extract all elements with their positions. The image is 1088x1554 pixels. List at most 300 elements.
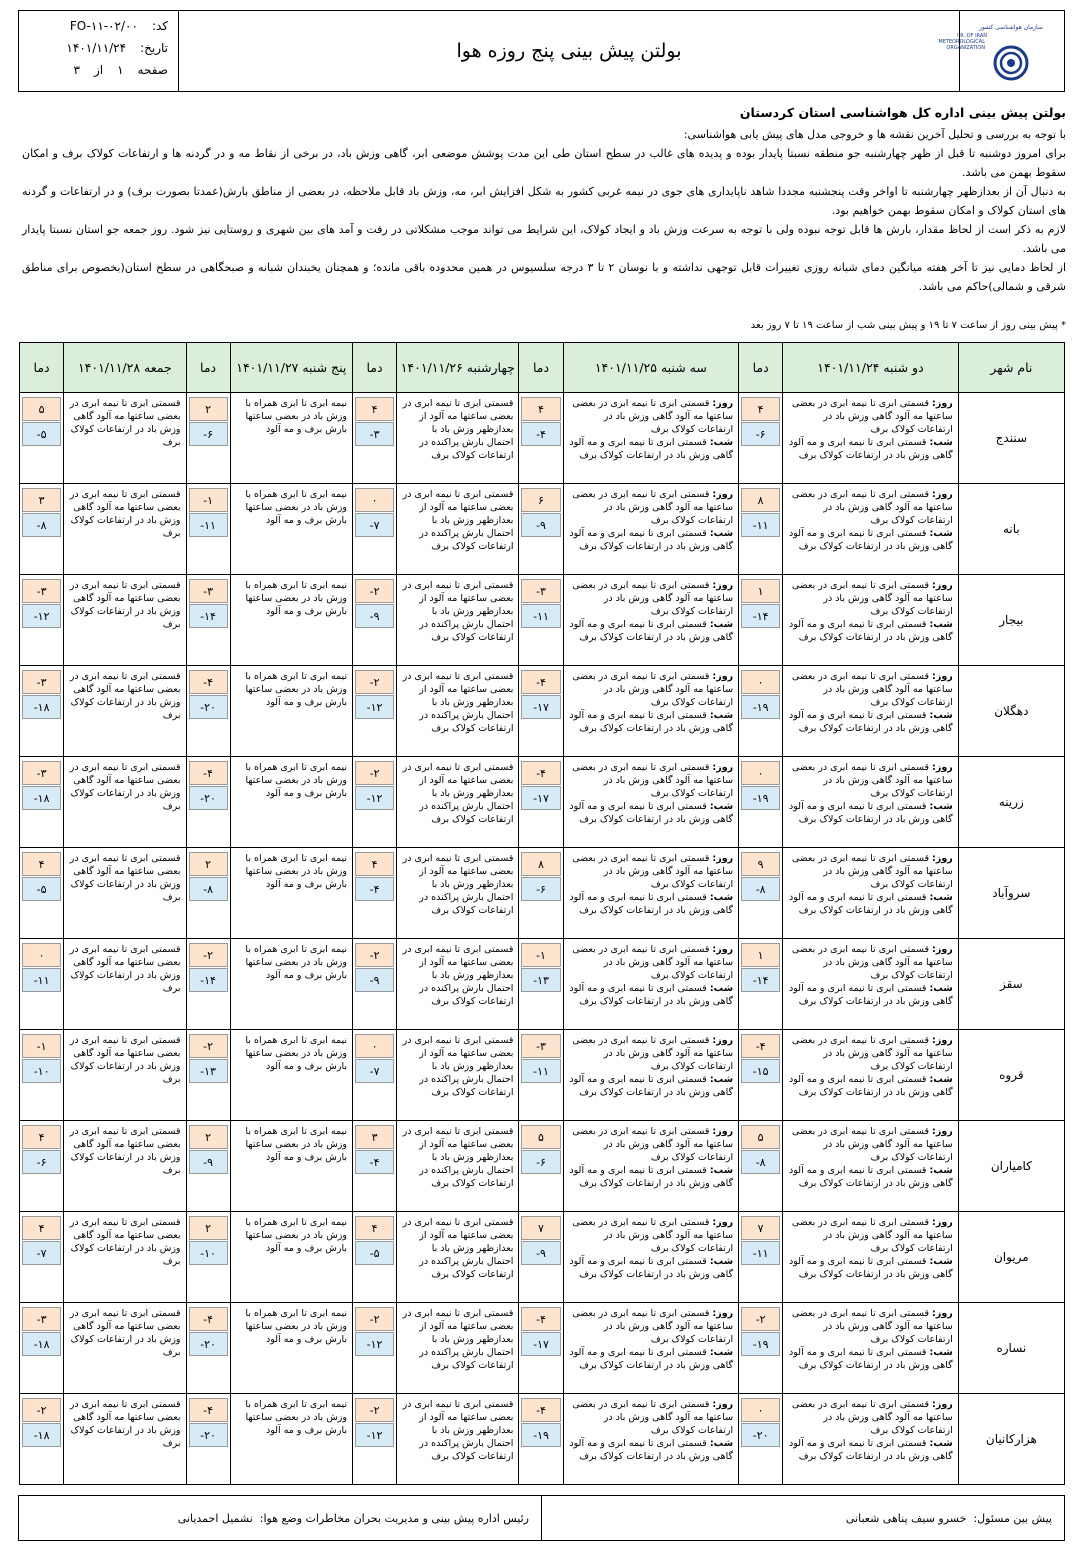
min-temp: -۱۷ — [521, 1332, 560, 1356]
page-of: از — [93, 63, 104, 77]
temperature-cell — [519, 393, 563, 484]
night-forecast — [569, 1437, 734, 1463]
day-label: روز: — [712, 1217, 734, 1228]
temperature-cell — [352, 757, 396, 848]
night-text: قسمتی ابری تا نیمه ابری و مه آلود گاهی وزش باد در ارتفاعات کولاک برف — [569, 983, 734, 1007]
page-label: صفحه — [137, 63, 168, 77]
max-temp: ۵ — [22, 397, 61, 421]
night-label: شب: — [709, 528, 734, 539]
forecaster-block — [541, 1496, 1064, 1540]
forecast-text: قسمتی ابری تا نیمه ابری در بعضی ساعتها مه آلود از بعدازظهر وزش باد با احتمال بارش پراکنده در ارتفاعات کولاک برف — [402, 1035, 514, 1098]
table-row — [20, 1121, 1065, 1212]
max-temp: -۴ — [189, 1398, 228, 1422]
day-text: قسمتی ابری تا نیمه ابری در بعضی ساعتها مه آلود گاهی وزش باد در ارتفاعات کولاک برف — [791, 1308, 953, 1345]
night-label: شب: — [709, 710, 734, 721]
night-text: قسمتی ابری تا نیمه ابری و مه آلود گاهی وزش باد در ارتفاعات کولاک برف — [789, 528, 953, 552]
city-name: کامیاران — [958, 1121, 1064, 1212]
min-temp: -۱۴ — [741, 968, 780, 992]
forecast-text: قسمتی ابری تا نیمه ابری در بعضی ساعتها مه آلود از بعدازظهر وزش باد با احتمال بارش پراکنده در ارتفاعات کولاک برف — [402, 489, 514, 552]
forecast-description — [230, 1303, 352, 1394]
night-text: قسمتی ابری تا نیمه ابری و مه آلود گاهی وزش باد در ارتفاعات کولاک برف — [789, 1074, 953, 1098]
forecast-description — [397, 939, 519, 1030]
day-forecast — [569, 1307, 734, 1346]
night-text: قسمتی ابری تا نیمه ابری و مه آلود گاهی وزش باد در ارتفاعات کولاک برف — [569, 437, 734, 461]
forecast-description — [230, 1121, 352, 1212]
forecast-text: نیمه ابری تا ابری همراه با وزش باد در بعضی ساعتها بارش برف و مه آلود — [245, 853, 347, 890]
forecast-description — [64, 1212, 186, 1303]
forecast-text: قسمتی ابری تا نیمه ابری در بعضی ساعتها مه آلود گاهی وزش باد در ارتفاعات کولاک برف — [69, 1399, 181, 1449]
temperature-cell — [186, 1121, 230, 1212]
temperature-cell — [519, 757, 563, 848]
bulletin-title: بولتن پیش بینی پنج روزه هوا — [456, 40, 682, 62]
city-name: سروآباد — [958, 848, 1064, 939]
night-forecast — [569, 436, 734, 462]
night-label: شب: — [709, 437, 734, 448]
day-forecast — [788, 397, 953, 436]
day-forecast — [788, 488, 953, 527]
day-label: روز: — [932, 671, 953, 682]
min-temp: -۸ — [22, 513, 61, 537]
day-label: روز: — [712, 671, 734, 682]
min-temp: -۱۱ — [521, 1059, 560, 1083]
min-temp: -۱۱ — [189, 513, 228, 537]
min-temp: -۱۴ — [189, 968, 228, 992]
night-forecast — [788, 800, 953, 826]
night-text: قسمتی ابری تا نیمه ابری و مه آلود گاهی وزش باد در ارتفاعات کولاک برف — [569, 1256, 734, 1280]
temperature-cell — [739, 666, 783, 757]
max-temp: ۷ — [521, 1216, 560, 1240]
day-forecast — [569, 943, 734, 982]
night-text: قسمتی ابری تا نیمه ابری و مه آلود گاهی وزش باد در ارتفاعات کولاک برف — [569, 1074, 734, 1098]
night-text: قسمتی ابری تا نیمه ابری و مه آلود گاهی وزش باد در ارتفاعات کولاک برف — [569, 528, 734, 552]
max-temp: -۲ — [189, 1034, 228, 1058]
day-label: روز: — [712, 1308, 734, 1319]
max-temp: ۲ — [189, 397, 228, 421]
night-text: قسمتی ابری تا نیمه ابری و مه آلود گاهی وزش باد در ارتفاعات کولاک برف — [569, 801, 734, 825]
forecast-description — [783, 1212, 959, 1303]
forecast-description — [64, 848, 186, 939]
table-header-row — [20, 343, 1065, 393]
min-temp: -۲۰ — [189, 1332, 228, 1356]
temperature-cell — [20, 1212, 64, 1303]
forecast-description — [64, 575, 186, 666]
forecast-text: نیمه ابری تا ابری همراه با وزش باد در بعضی ساعتها بارش برف و مه آلود — [245, 489, 347, 526]
temperature-cell — [739, 484, 783, 575]
max-temp: -۲ — [355, 943, 394, 967]
forecast-description — [783, 393, 959, 484]
forecast-description — [64, 939, 186, 1030]
temperature-cell — [20, 757, 64, 848]
forecast-description — [783, 939, 959, 1030]
min-temp: -۱۸ — [22, 1332, 61, 1356]
min-temp: -۱۲ — [355, 786, 394, 810]
night-label: شب: — [709, 1347, 734, 1358]
max-temp: ۰ — [355, 1034, 394, 1058]
col-temp: دما — [739, 343, 783, 393]
day-label: روز: — [932, 489, 953, 500]
forecast-description — [783, 1303, 959, 1394]
night-text: قسمتی ابری تا نیمه ابری و مه آلود گاهی وزش باد در ارتفاعات کولاک برف — [789, 619, 953, 643]
night-forecast — [788, 709, 953, 735]
min-temp: -۲۰ — [189, 786, 228, 810]
temperature-cell — [20, 1030, 64, 1121]
max-temp: ۴ — [22, 1216, 61, 1240]
forecast-text: نیمه ابری تا ابری همراه با وزش باد در بعضی ساعتها بارش برف و مه آلود — [245, 944, 347, 981]
day-text: قسمتی ابری تا نیمه ابری در بعضی ساعتها مه آلود گاهی وزش باد در ارتفاعات کولاک برف — [572, 489, 734, 526]
night-label: شب: — [929, 1074, 953, 1085]
temperature-cell — [186, 848, 230, 939]
day-forecast — [569, 761, 734, 800]
night-text: قسمتی ابری تا نیمه ابری و مه آلود گاهی وزش باد در ارتفاعات کولاک برف — [569, 1347, 734, 1371]
max-temp: -۱ — [189, 488, 228, 512]
max-temp: -۳ — [521, 579, 560, 603]
forecast-description — [397, 1121, 519, 1212]
min-temp: -۴ — [521, 422, 560, 446]
temperature-cell — [352, 939, 396, 1030]
max-temp: -۳ — [22, 761, 61, 785]
temperature-cell — [352, 575, 396, 666]
forecast-description — [563, 484, 739, 575]
intro-paragraph-2: برای امروز دوشنبه تا قبل از ظهر چهارشنبه جو منطقه نسبتا پایدار بوده و پدیده های غالب در سطح استان طی این مدت پوشش موضعی ابر، گاهی وزش باد، در برخی از نقاط مه و در گردنه ها و ارتفاعات کولاک برف و امکان سقوط بهمن می باشد. — [22, 147, 1066, 179]
intro-section — [22, 103, 1066, 296]
temperature-cell — [20, 575, 64, 666]
head-label: رئیس اداره پیش بینی و مدیریت بحران مخاطرات وضع هوا: — [259, 1511, 529, 1525]
max-temp: ۴ — [22, 852, 61, 876]
min-temp: -۱۲ — [22, 604, 61, 628]
max-temp: ۲ — [189, 1216, 228, 1240]
temperature-cell — [739, 848, 783, 939]
temperature-cell — [739, 757, 783, 848]
night-text: قسمتی ابری تا نیمه ابری و مه آلود گاهی وزش باد در ارتفاعات کولاک برف — [789, 710, 953, 734]
forecast-text: قسمتی ابری تا نیمه ابری در بعضی ساعتها مه آلود از بعدازظهر وزش باد با احتمال بارش پراکنده در ارتفاعات کولاک برف — [402, 398, 514, 461]
day-label: روز: — [932, 762, 953, 773]
forecast-description — [64, 757, 186, 848]
forecast-description — [230, 575, 352, 666]
max-temp: -۲ — [355, 579, 394, 603]
day-text: قسمتی ابری تا نیمه ابری در بعضی ساعتها مه آلود گاهی وزش باد در ارتفاعات کولاک برف — [791, 489, 953, 526]
temperature-cell — [519, 1394, 563, 1485]
night-text: قسمتی ابری تا نیمه ابری و مه آلود گاهی وزش باد در ارتفاعات کولاک برف — [789, 1438, 953, 1462]
forecast-description — [64, 1303, 186, 1394]
min-temp: -۱۴ — [741, 604, 780, 628]
min-temp: -۱۰ — [189, 1241, 228, 1265]
forecast-description — [64, 1030, 186, 1121]
min-temp: -۱۲ — [355, 695, 394, 719]
bulletin-footer — [18, 1495, 1065, 1541]
forecast-text: نیمه ابری تا ابری همراه با وزش باد در بعضی ساعتها بارش برف و مه آلود — [245, 580, 347, 617]
forecast-text: نیمه ابری تا ابری همراه با وزش باد در بعضی ساعتها بارش برف و مه آلود — [245, 1217, 347, 1254]
min-temp: -۹ — [521, 1241, 560, 1265]
day-forecast — [788, 943, 953, 982]
forecast-text: نیمه ابری تا ابری همراه با وزش باد در بعضی ساعتها بارش برف و مه آلود — [245, 1126, 347, 1163]
forecast-description — [230, 666, 352, 757]
forecast-text: قسمتی ابری تا نیمه ابری در بعضی ساعتها مه آلود گاهی وزش باد در ارتفاعات کولاک برف — [69, 489, 181, 539]
night-text: قسمتی ابری تا نیمه ابری و مه آلود گاهی وزش باد در ارتفاعات کولاک برف — [789, 1256, 953, 1280]
night-text: قسمتی ابری تا نیمه ابری و مه آلود گاهی وزش باد در ارتفاعات کولاک برف — [789, 437, 953, 461]
temperature-cell — [186, 393, 230, 484]
max-temp: ۵ — [521, 1125, 560, 1149]
temperature-cell — [739, 1212, 783, 1303]
day-label: روز: — [712, 944, 734, 955]
day-text: قسمتی ابری تا نیمه ابری در بعضی ساعتها مه آلود گاهی وزش باد در ارتفاعات کولاک برف — [791, 762, 953, 799]
temperature-cell — [519, 1121, 563, 1212]
forecast-description — [64, 484, 186, 575]
forecast-text: قسمتی ابری تا نیمه ابری در بعضی ساعتها مه آلود گاهی وزش باد در ارتفاعات کولاک برف — [69, 1035, 181, 1085]
max-temp: -۳ — [22, 670, 61, 694]
day-text: قسمتی ابری تا نیمه ابری در بعضی ساعتها مه آلود گاهی وزش باد در ارتفاعات کولاک برف — [572, 1217, 734, 1254]
day-label: روز: — [932, 944, 953, 955]
night-forecast — [788, 1164, 953, 1190]
max-temp: ۱ — [741, 943, 780, 967]
temperature-cell — [20, 666, 64, 757]
temperature-cell — [739, 393, 783, 484]
forecast-description — [230, 939, 352, 1030]
max-temp: ۴ — [22, 1125, 61, 1149]
forecast-description — [397, 1030, 519, 1121]
temperature-cell — [352, 1394, 396, 1485]
forecast-text: قسمتی ابری تا نیمه ابری در بعضی ساعتها مه آلود از بعدازظهر وزش باد با احتمال بارش پراکنده در ارتفاعات کولاک برف — [402, 762, 514, 825]
min-temp: -۷ — [355, 513, 394, 537]
table-row — [20, 757, 1065, 848]
logo-text-4: ORGANIZATION — [946, 45, 985, 51]
min-temp: -۱۹ — [741, 786, 780, 810]
day-forecast — [788, 1034, 953, 1073]
forecast-description — [230, 757, 352, 848]
forecast-table — [19, 342, 1065, 1485]
night-label: شب: — [709, 1438, 734, 1449]
forecast-time-note: * پیش بینی روز از ساعت ۷ تا ۱۹ و پیش بینی شب از ساعت ۱۹ تا ۷ روز بعد — [750, 320, 1066, 331]
night-label: شب: — [929, 1256, 953, 1267]
min-temp: -۱۸ — [22, 1423, 61, 1447]
day-forecast — [788, 1216, 953, 1255]
table-row — [20, 1303, 1065, 1394]
night-text: قسمتی ابری تا نیمه ابری و مه آلود گاهی وزش باد در ارتفاعات کولاک برف — [569, 892, 734, 916]
night-forecast — [788, 1346, 953, 1372]
forecast-text: قسمتی ابری تا نیمه ابری در بعضی ساعتها مه آلود از بعدازظهر وزش باد با احتمال بارش پراکنده در ارتفاعات کولاک برف — [402, 671, 514, 734]
max-temp: -۱ — [22, 1034, 61, 1058]
forecast-description — [397, 1212, 519, 1303]
day-label: روز: — [932, 398, 953, 409]
max-temp: -۳ — [189, 579, 228, 603]
page-value: ۱ — [117, 63, 124, 77]
max-temp: -۳ — [22, 1307, 61, 1331]
city-name: زرینه — [958, 757, 1064, 848]
forecast-text: قسمتی ابری تا نیمه ابری در بعضی ساعتها مه آلود از بعدازظهر وزش باد با احتمال بارش پراکنده در ارتفاعات کولاک برف — [402, 1217, 514, 1280]
max-temp: -۲ — [189, 943, 228, 967]
temperature-cell — [519, 666, 563, 757]
day-text: قسمتی ابری تا نیمه ابری در بعضی ساعتها مه آلود گاهی وزش باد در ارتفاعات کولاک برف — [572, 1399, 734, 1436]
forecast-description — [397, 575, 519, 666]
forecast-description — [397, 848, 519, 939]
forecast-text: قسمتی ابری تا نیمه ابری در بعضی ساعتها مه آلود گاهی وزش باد در ارتفاعات کولاک برف — [69, 1217, 181, 1267]
max-temp: -۲ — [22, 1398, 61, 1422]
min-temp: -۱۰ — [22, 1059, 61, 1083]
temperature-cell — [739, 1394, 783, 1485]
forecast-text: قسمتی ابری تا نیمه ابری در بعضی ساعتها مه آلود از بعدازظهر وزش باد با احتمال بارش پراکنده در ارتفاعات کولاک برف — [402, 853, 514, 916]
col-day-5: جمعه ۱۴۰۱/۱۱/۲۸ — [64, 343, 186, 393]
forecast-description — [783, 484, 959, 575]
max-temp: ۷ — [741, 1216, 780, 1240]
table-row — [20, 1030, 1065, 1121]
max-temp: ۰ — [741, 670, 780, 694]
night-forecast — [788, 1437, 953, 1463]
night-text: قسمتی ابری تا نیمه ابری و مه آلود گاهی وزش باد در ارتفاعات کولاک برف — [789, 983, 953, 1007]
temperature-cell — [186, 939, 230, 1030]
forecast-text: نیمه ابری تا ابری همراه با وزش باد در بعضی ساعتها بارش برف و مه آلود — [245, 671, 347, 708]
date-value: ۱۴۰۱/۱۱/۲۴ — [66, 41, 127, 55]
forecast-text: قسمتی ابری تا نیمه ابری در بعضی ساعتها مه آلود گاهی وزش باد در ارتفاعات کولاک برف — [69, 671, 181, 721]
head-name: نشمیل احمدیانی — [177, 1511, 253, 1525]
min-temp: -۱۹ — [741, 1332, 780, 1356]
min-temp: -۹ — [189, 1150, 228, 1174]
night-text: قسمتی ابری تا نیمه ابری و مه آلود گاهی وزش باد در ارتفاعات کولاک برف — [569, 1438, 734, 1462]
temperature-cell — [20, 939, 64, 1030]
max-temp: -۳ — [521, 1034, 560, 1058]
night-forecast — [569, 1346, 734, 1372]
city-name: سنندج — [958, 393, 1064, 484]
day-text: قسمتی ابری تا نیمه ابری در بعضی ساعتها مه آلود گاهی وزش باد در ارتفاعات کولاک برف — [791, 1126, 953, 1163]
night-forecast — [788, 891, 953, 917]
max-temp: ۰ — [741, 761, 780, 785]
day-text: قسمتی ابری تا نیمه ابری در بعضی ساعتها مه آلود گاهی وزش باد در ارتفاعات کولاک برف — [791, 580, 953, 617]
day-forecast — [788, 761, 953, 800]
min-temp: -۶ — [189, 422, 228, 446]
intro-paragraph-3: به دنبال آن از بعدازظهر چهارشنبه تا اواخر وقت پنجشنبه مجددا شاهد ناپایداری های جوی در نیمه غربی کشور به شکل افزایش ابر، مه، وزش باد قابل ملاحظه، در بعضی از مناطق بارش(عمدتا بصورت برف) و در ارتفاعات و گردنه های استان کولاک و امکان سقوط بهمن خواهیم بود. — [22, 185, 1066, 217]
forecast-description — [230, 1212, 352, 1303]
day-forecast — [569, 397, 734, 436]
table-row — [20, 575, 1065, 666]
intro-paragraph-4: لازم به ذکر است از لحاظ مقدار، بارش ها قابل توجه نبوده ولی با توجه به سرعت وزش باد و ایجاد کولاک، این شرایط می تواند موجب مشکلاتی در رفت و آمد های بین شهری و روستایی نیز شود. روز جمعه جو استان نسبتا پایدار می باشد. — [22, 223, 1066, 255]
forecast-description — [230, 1394, 352, 1485]
min-temp: -۶ — [521, 1150, 560, 1174]
day-label: روز: — [712, 1399, 734, 1410]
forecast-description — [563, 1030, 739, 1121]
city-name: مریوان — [958, 1212, 1064, 1303]
temperature-cell — [20, 848, 64, 939]
forecast-text: قسمتی ابری تا نیمه ابری در بعضی ساعتها مه آلود گاهی وزش باد در ارتفاعات کولاک برف — [69, 1308, 181, 1358]
forecast-description — [563, 393, 739, 484]
forecast-description — [563, 666, 739, 757]
forecast-text: نیمه ابری تا ابری همراه با وزش باد در بعضی ساعتها بارش برف و مه آلود — [245, 1308, 347, 1345]
max-temp: -۴ — [521, 670, 560, 694]
forecaster-label: پیش بین مسئول: — [973, 1511, 1052, 1525]
min-temp: -۱۸ — [22, 786, 61, 810]
forecaster-name: خسرو سیف پناهی شعبانی — [845, 1511, 967, 1525]
day-label: روز: — [932, 1308, 953, 1319]
table-row — [20, 1394, 1065, 1485]
min-temp: -۶ — [741, 422, 780, 446]
max-temp: -۴ — [189, 1307, 228, 1331]
city-name: دهگلان — [958, 666, 1064, 757]
col-temp: دما — [186, 343, 230, 393]
temperature-cell — [519, 575, 563, 666]
meteorological-organization-logo — [938, 11, 1064, 91]
forecast-description — [397, 1303, 519, 1394]
night-forecast — [788, 436, 953, 462]
day-forecast — [788, 1307, 953, 1346]
temperature-cell — [519, 848, 563, 939]
temperature-cell — [739, 1030, 783, 1121]
max-temp: -۲ — [355, 761, 394, 785]
temperature-cell — [519, 484, 563, 575]
forecast-description — [563, 1121, 739, 1212]
day-forecast — [569, 1125, 734, 1164]
night-text: قسمتی ابری تا نیمه ابری و مه آلود گاهی وزش باد در ارتفاعات کولاک برف — [789, 892, 953, 916]
temperature-cell — [519, 1303, 563, 1394]
min-temp: -۸ — [189, 877, 228, 901]
night-forecast — [569, 1164, 734, 1190]
night-label: شب: — [709, 801, 734, 812]
min-temp: -۱۸ — [22, 695, 61, 719]
night-forecast — [788, 1073, 953, 1099]
max-temp: ۴ — [355, 852, 394, 876]
max-temp: -۴ — [189, 761, 228, 785]
night-forecast — [788, 618, 953, 644]
min-temp: -۴ — [355, 877, 394, 901]
max-temp: -۳ — [22, 579, 61, 603]
day-label: روز: — [932, 1217, 953, 1228]
table-row — [20, 393, 1065, 484]
night-label: شب: — [709, 892, 734, 903]
min-temp: -۱۴ — [189, 604, 228, 628]
min-temp: -۲۰ — [189, 695, 228, 719]
min-temp: -۱۳ — [189, 1059, 228, 1083]
forecast-description — [397, 484, 519, 575]
night-label: شب: — [929, 801, 953, 812]
temperature-cell — [20, 1394, 64, 1485]
logo-text-3: METEOROLOGICAL — [938, 39, 985, 45]
forecast-description — [230, 1030, 352, 1121]
night-forecast — [569, 891, 734, 917]
day-label: روز: — [712, 1035, 734, 1046]
intro-paragraph-1: با توجه به بررسی و تحلیل آخرین نقشه ها و خروجی مدل های پیش یابی هواشناسی: — [683, 128, 1066, 141]
temperature-cell — [519, 1030, 563, 1121]
forecast-text: قسمتی ابری تا نیمه ابری در بعضی ساعتها مه آلود از بعدازظهر وزش باد با احتمال بارش پراکنده در ارتفاعات کولاک برف — [402, 1126, 514, 1189]
forecast-description — [397, 757, 519, 848]
temperature-cell — [186, 484, 230, 575]
forecast-description — [563, 939, 739, 1030]
bulletin-header — [18, 10, 1065, 92]
day-text: قسمتی ابری تا نیمه ابری در بعضی ساعتها مه آلود گاهی وزش باد در ارتفاعات کولاک برف — [791, 944, 953, 981]
code-value: FO-۱۱-۰۲/۰۰ — [69, 19, 138, 33]
night-forecast — [569, 709, 734, 735]
temperature-cell — [352, 484, 396, 575]
day-forecast — [569, 670, 734, 709]
temperature-cell — [186, 1030, 230, 1121]
max-temp: ۹ — [741, 852, 780, 876]
day-label: روز: — [932, 1035, 953, 1046]
forecast-text: قسمتی ابری تا نیمه ابری در بعضی ساعتها مه آلود گاهی وزش باد در ارتفاعات کولاک برف — [69, 580, 181, 630]
temperature-cell — [739, 1121, 783, 1212]
col-temp: دما — [519, 343, 563, 393]
night-text: قسمتی ابری تا نیمه ابری و مه آلود گاهی وزش باد در ارتفاعات کولاک برف — [569, 710, 734, 734]
night-label: شب: — [709, 619, 734, 630]
city-name: بیجار — [958, 575, 1064, 666]
forecast-description — [783, 1394, 959, 1485]
city-name: سقز — [958, 939, 1064, 1030]
min-temp: -۱۲ — [355, 1423, 394, 1447]
max-temp: ۰ — [355, 488, 394, 512]
night-label: شب: — [929, 1438, 953, 1449]
forecast-description — [783, 575, 959, 666]
day-forecast — [788, 1125, 953, 1164]
forecast-table-body — [20, 393, 1065, 1485]
forecast-description — [563, 1394, 739, 1485]
min-temp: -۱۷ — [521, 695, 560, 719]
max-temp: -۴ — [189, 670, 228, 694]
max-temp: -۲ — [355, 670, 394, 694]
night-label: شب: — [709, 1074, 734, 1085]
